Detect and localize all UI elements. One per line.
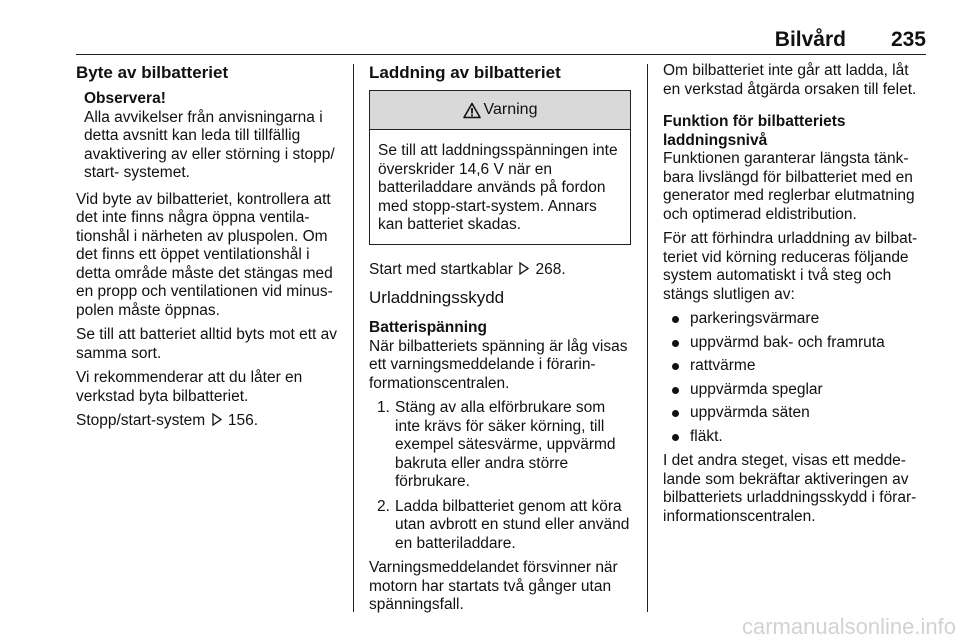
bullet-text: uppvärmd bak- och framruta xyxy=(690,333,885,351)
page-number: 235 xyxy=(890,28,926,51)
bullet-icon xyxy=(672,434,679,441)
column-middle xyxy=(369,62,631,621)
bullet-text: fläkt. xyxy=(690,427,723,445)
bullet-text: uppvärmda säten xyxy=(690,404,810,421)
paragraph: Vid byte av bilbatteriet, kontrollera att det inte finns några öppna ventila- tionshål i närheten av pluspolen. Om det finns ett öppet ventilationshål i detta område måste det stängas med en propp och ventilationen vid minus- polen måste öppnas. xyxy=(76,190,333,319)
column-divider xyxy=(647,64,648,612)
list-item xyxy=(369,498,631,554)
step-number: 1. xyxy=(377,399,390,416)
subsection-heading: Urladdningsskydd xyxy=(369,288,505,307)
page-reference-icon xyxy=(519,262,529,275)
bullet-icon xyxy=(672,340,679,347)
steps-list xyxy=(369,399,631,553)
list-item xyxy=(663,381,927,400)
cross-reference[interactable] xyxy=(369,261,631,280)
xref-label: Stopp/start-system xyxy=(76,412,206,429)
chapter-title: Bilvård xyxy=(774,28,846,51)
xref-label: Start med startkablar xyxy=(369,260,513,278)
bullet-icon xyxy=(672,363,679,370)
list-item xyxy=(369,399,631,492)
bullet-icon xyxy=(672,410,679,417)
bullet-icon xyxy=(672,316,679,323)
column-right xyxy=(663,62,927,532)
page-header xyxy=(76,22,926,55)
paragraph: Se till att batteriet alltid byts mot ett av samma sort. xyxy=(76,326,338,362)
paragraph: För att förhindra urladdning av bilbat- teriet vid körning reduceras följande system automatiskt i två steg och stängs slutligen av: xyxy=(663,230,918,303)
note-block xyxy=(76,90,344,183)
column-left xyxy=(76,62,344,437)
warning-box xyxy=(369,90,631,245)
topic-heading: Funktion för bilbatteriets laddningsnivå xyxy=(663,113,846,149)
paragraph: Funktionen garanterar längsta tänk- bara livslängd för bilbatteriet med en generator med reglerbar elutmatning och optimerad eldistribution. xyxy=(663,150,915,223)
step-number: 2. xyxy=(377,497,390,515)
paragraph: Vi rekommenderar att du låter en verkstad byta bilbatteriet. xyxy=(76,369,303,405)
list-item xyxy=(663,404,927,423)
note-text: Alla avvikelser från anvisningarna i detta avsnitt kan leda till tillfällig avaktivering av eller störning i stopp/ start- systemet. xyxy=(84,108,335,181)
warning-title: Varning xyxy=(483,100,538,118)
warning-header xyxy=(370,91,630,130)
bullet-list xyxy=(663,310,927,446)
list-item xyxy=(663,357,927,376)
cross-reference[interactable] xyxy=(76,412,344,431)
warning-icon xyxy=(463,102,481,119)
note-title: Observera! xyxy=(84,90,166,107)
column-divider xyxy=(353,64,354,612)
topic-heading: Batterispänning xyxy=(369,319,487,336)
paragraph: I det andra steget, visas ett medde- lande som bekräftar aktiveringen av bilbatteriets urladdningsskydd i förar- informationscentralen. xyxy=(663,452,917,525)
xref-page: 156. xyxy=(227,412,259,429)
list-item xyxy=(663,310,927,329)
warning-text: Se till att laddningsspänningen inte överskrider 14,6 V när en batteriladdare används på fordon med stopp-start-system. Annars kan batteriet skadas. xyxy=(378,142,618,233)
paragraph: Varningsmeddelandet försvinner när motorn har startats två gånger utan spänningsfall. xyxy=(369,559,618,613)
page-reference-icon xyxy=(212,413,222,426)
watermark: carmanualsonline.info xyxy=(741,614,956,639)
list-item xyxy=(663,428,927,447)
step-text: Stäng av alla elförbrukare som inte krävs för säker körning, till exempel sätesvärme, uppvärmd bakruta eller andra större förbrukare. xyxy=(395,399,616,490)
section-heading: Laddning av bilbatteriet xyxy=(369,63,561,82)
paragraph: Om bilbatteriet inte går att ladda, låt en verkstad åtgärda orsaken till felet. xyxy=(663,62,917,98)
list-item xyxy=(663,334,927,353)
paragraph: När bilbatteriets spänning är låg visas ett varningsmeddelande i förarin- formationscentralen. xyxy=(369,337,628,392)
section-heading: Byte av bilbatteriet xyxy=(76,63,229,82)
bullet-text: uppvärmda speglar xyxy=(690,380,823,398)
bullet-text: parkeringsvärmare xyxy=(690,310,820,327)
bullet-text: rattvärme xyxy=(690,357,756,374)
xref-page: 268. xyxy=(535,260,566,278)
bullet-icon xyxy=(672,387,679,394)
step-text: Ladda bilbatteriet genom att köra utan avbrott en stund eller använd en batteriladdare. xyxy=(395,497,630,552)
